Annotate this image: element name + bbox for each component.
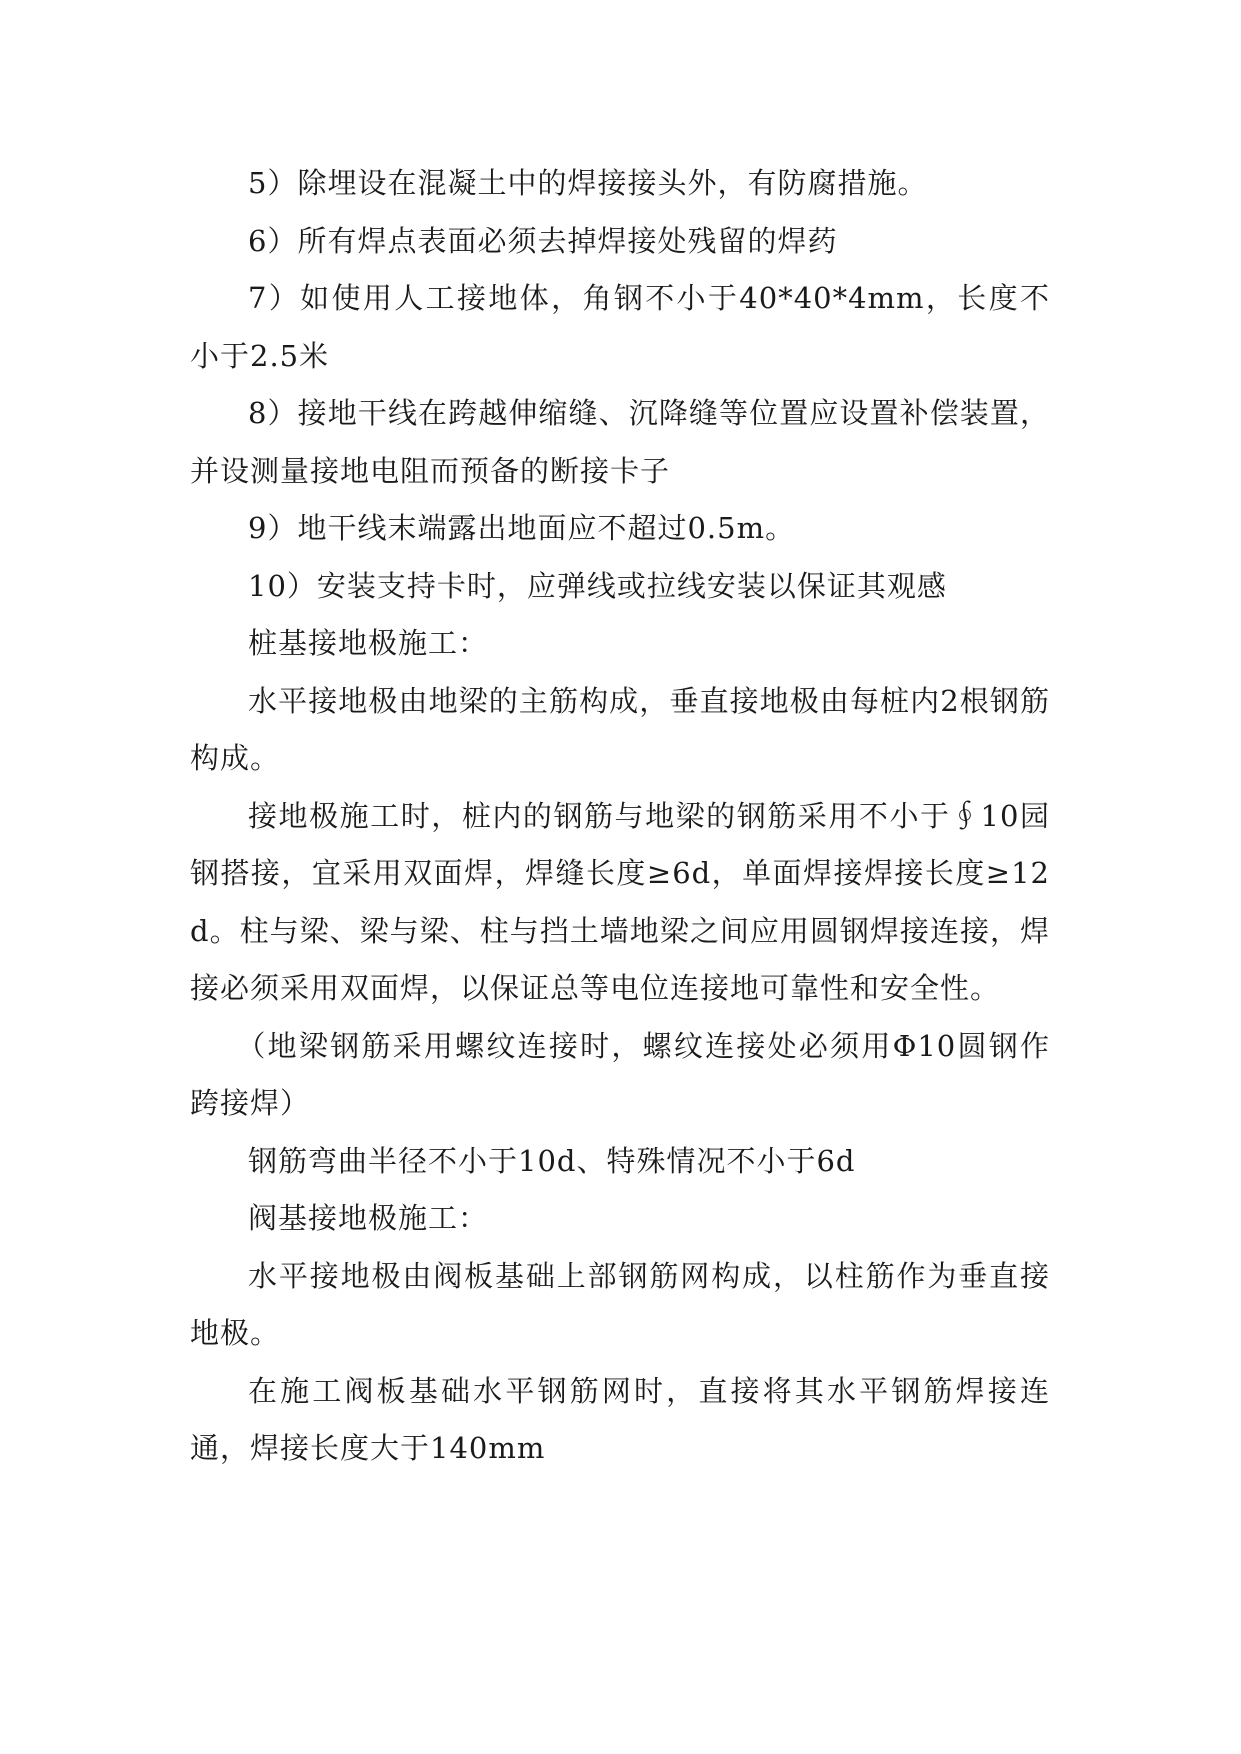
paragraph-item-7: 7）如使用人工接地体，角钢不小于40*40*4mm，长度不小于2.5米	[190, 281, 1050, 373]
paragraph-pile-construction: 接地极施工时，桩内的钢筋与地梁的钢筋采用不小于∮10园钢搭接，宜采用双面焊，焊缝长度≥6d，单面焊接焊接长度≥12d。柱与梁、梁与梁、柱与挡土墙地梁之间应用圆钢焊接连接，焊接必须采用双面焊，以保证总等电位连接地可靠性和安全性。	[190, 798, 1050, 1005]
paragraph-item-8: 8）接地干线在跨越伸缩缝、沉降缝等位置应设置补偿装置，并设测量接地电阻而预备的断接卡子	[190, 396, 1050, 488]
paragraph-note-thread: （地梁钢筋采用螺纹连接时，螺纹连接处必须用Φ10圆钢作跨接焊）	[190, 1028, 1050, 1120]
paragraph-item-5: 5）除埋设在混凝土中的焊接接头外，有防腐措施。	[248, 166, 928, 200]
paragraph-pile-horizontal: 水平接地极由地梁的主筋构成，垂直接地极由每桩内2根钢筋构成。	[190, 683, 1050, 775]
document-body	[190, 155, 1050, 1478]
section-heading-raft: 阀基接地极施工：	[248, 1201, 489, 1235]
paragraph-item-6: 6）所有焊点表面必须去掉焊接处残留的焊药	[248, 223, 838, 258]
paragraph-item-10: 10）安装支持卡时，应弹线或拉线安装以保证其观感	[248, 568, 947, 603]
paragraph-raft-horizontal: 水平接地极由阀板基础上部钢筋网构成，以柱筋作为垂直接地极。	[190, 1258, 1050, 1350]
paragraph-item-9: 9）地干线末端露出地面应不超过0.5m。	[248, 511, 796, 545]
paragraph-raft-construction: 在施工阀板基础水平钢筋网时，直接将其水平钢筋焊接连通，焊接长度大于140mm	[190, 1373, 1050, 1465]
paragraph-bend-radius: 钢筋弯曲半径不小于10d、特殊情况不小于6d	[248, 1143, 856, 1178]
section-heading-pile: 桩基接地极施工：	[248, 626, 489, 660]
